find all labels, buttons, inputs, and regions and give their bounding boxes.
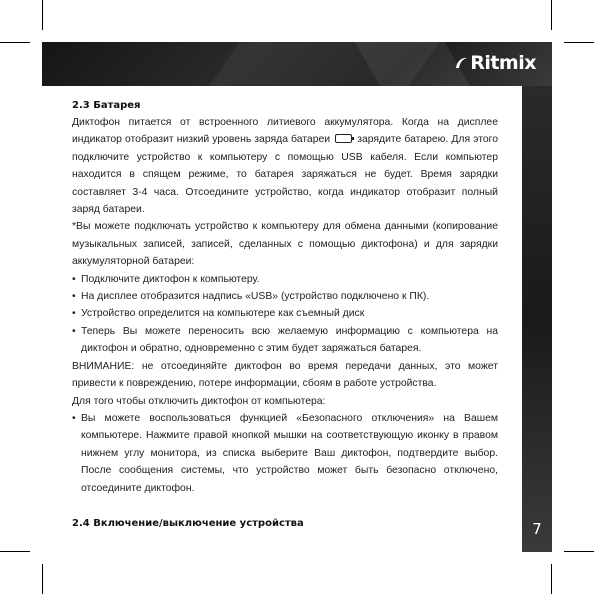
list-item: • Подключите диктофон к компьютеру. <box>72 271 498 288</box>
paragraph-note: *Вы можете подключать устройство к компьютеру для обмена данными (копирование музыкальных записей, записей, сделанных с помощью диктофона) и для зарядки аккумуляторной батареи: <box>72 221 498 268</box>
side-band <box>522 86 552 552</box>
list-item: • На дисплее отобразится надпись «USB» (устройство подключено к ПК). <box>72 288 498 305</box>
logo-text: Ritmix <box>470 52 536 74</box>
crop-mark <box>551 564 552 594</box>
disconnect-steps-list <box>72 410 498 497</box>
paragraph-text: Диктофон питается от встроенного литиевого аккумулятора. Когда на дисплее индикатор отобразит низкий уровень заряда батареи <box>72 117 498 146</box>
connect-steps-list <box>72 271 498 358</box>
paragraph-text: зарядите батарею. Для этого подключите устройство к компьютеру с помощью USB кабеля. Если компьютер находится в спящем режиме, то батарея заряжаться не будет. Время зарядки составляет 3-4 часа. Отсоедините устройство, когда индикатор отобразит полный заряд батареи. <box>72 134 498 216</box>
crop-mark <box>0 551 30 552</box>
page-number: 7 <box>532 520 542 538</box>
brand-logo <box>454 52 536 74</box>
section-title: 2.3 Батарея <box>72 100 141 111</box>
crop-mark <box>42 564 43 594</box>
crop-mark <box>42 0 43 30</box>
list-item: • Устройство определится на компьютере как съемный диск <box>72 305 498 322</box>
paragraph-warning: ВНИМАНИЕ: не отсоединяйте диктофон во время передачи данных, это может привести к повреждению, потере информации, сбоям в работе устройства. <box>72 360 498 390</box>
section-title: 2.4 Включение/выключение устройства <box>72 517 304 529</box>
crop-mark <box>551 0 552 30</box>
crop-mark <box>564 42 594 43</box>
paragraph-disconnect-intro: Для того чтобы отключить диктофон от компьютера: <box>72 395 326 407</box>
battery-icon <box>335 134 352 143</box>
list-item: • Теперь Вы можете переносить всю желаемую информацию с компьютера на диктофон и обратно, одновременно с этим будет заряжаться батарея. <box>72 323 498 358</box>
logo-swoosh-icon <box>454 56 468 70</box>
page-content <box>72 97 498 532</box>
list-item: • Вы можете воспользоваться функцией «Безопасного отключения» на Вашем компьютере. Нажмите правой кнопкой мышки на соответствующую иконку в правом нижнем углу монитора, из списка выберите Ваш диктофон, подтвердите выбор. После сообщения системы, что устройство может быть безопасно отключено, отсоедините диктофон. <box>72 410 498 497</box>
paragraph-battery <box>72 114 498 218</box>
crop-mark <box>0 42 30 43</box>
crop-mark <box>564 551 594 552</box>
